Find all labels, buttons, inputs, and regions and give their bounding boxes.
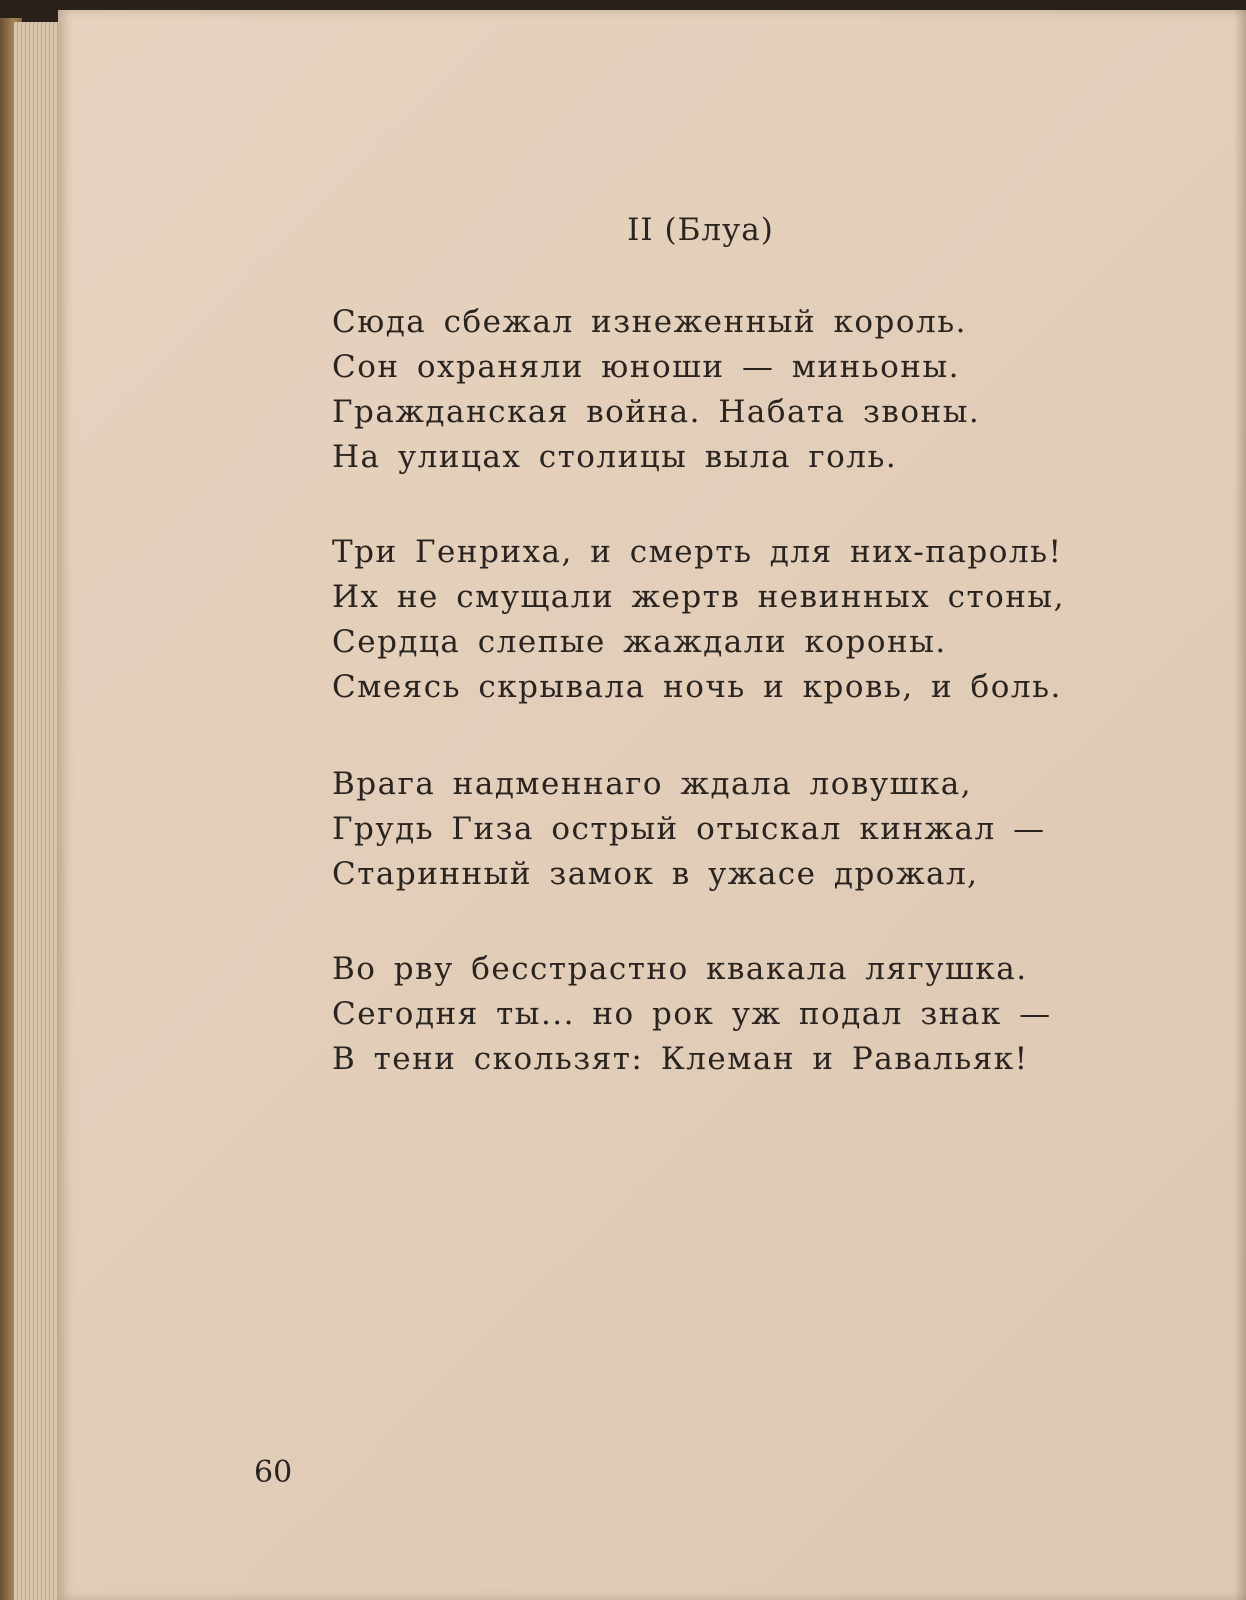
stanza-4 [332,947,1052,1082]
poem-line: Врага надменнаго ждала ловушка, [332,766,973,802]
poem-line: Сегодня ты... но рок уж подал знак — [332,996,1052,1032]
poem-line: Их не смущали жертв невинных стоны, [332,579,1065,615]
stanza-1 [332,300,980,480]
stanza-2 [332,530,1065,710]
page-edges [14,22,64,1600]
page-number: 60 [254,1455,293,1490]
poem-line: На улицах столицы выла голь. [332,439,898,475]
poem-line: В тени скользят: Клеман и Равальяк! [332,1041,1029,1077]
poem-line: Сон охраняли юноши — миньоны. [332,349,960,385]
poem-line: Сюда сбежал изнеженный король. [332,304,967,340]
poem-line: Грудь Гиза острый отыскал кинжал — [332,811,1046,847]
poem-line: Сердца слепые жаждали короны. [332,624,947,660]
poem-title: II (Блуа) [627,212,774,248]
poem-line: Старинный замок в ужасе дрожал, [332,856,979,892]
poem-line: Во рву бесстрастно квакала лягушка. [332,951,1028,987]
poem-line: Гражданская война. Набата звоны. [332,394,981,430]
page-right-shadow [1234,10,1246,1600]
stanza-3 [332,762,1046,897]
poem-line: Три Генриха, и смерть для них-пароль! [332,534,1063,570]
poem-line: Смеясь скрывала ночь и кровь, и боль. [332,669,1062,705]
